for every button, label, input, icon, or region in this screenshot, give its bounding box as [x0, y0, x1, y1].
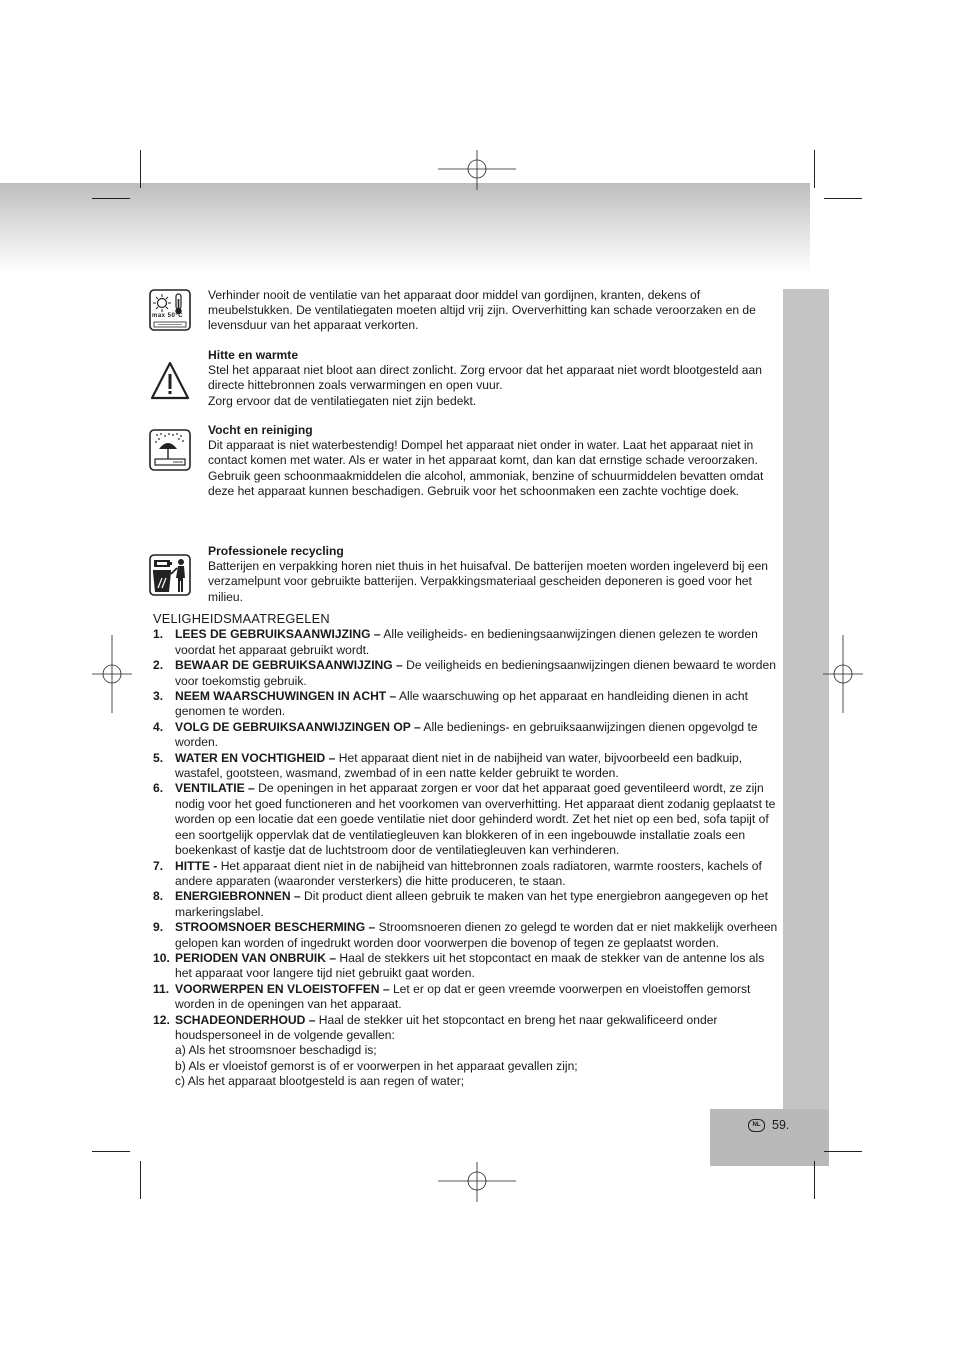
item-keyword: BEWAAR DE GEBRUIKSAANWIJZING – [175, 658, 403, 673]
item-text: Stroomsnoeren dienen zo gelegd te worden dat er niet makkelijk overheen gelopen kan worden of ingedrukt worden door voorwerpen die bovenop of tegen ze geplaatst worden. [175, 920, 778, 950]
safety-title: VELIGHEIDSMAATREGELEN [153, 611, 330, 626]
item-number: 5. [153, 750, 164, 765]
registration-mark-icon [823, 635, 863, 713]
item-text: Dit product dient alleen gebruik te maken van het type energiebron aangegeven op het markeringslabel. [175, 889, 768, 919]
ventilation-text: Verhinder nooit de ventilatie van het apparaat door middel van gordijnen, kranten, dekens of meubelstukken. De ventilatiegaten moeten altijd vrij zijn. Oververhitting kan schade veroorzaken en de levensduur van het apparaat verkorten. [208, 288, 756, 333]
crop-mark [814, 1161, 815, 1199]
item-number: 11. [153, 981, 170, 996]
item-number: 6. [153, 781, 164, 796]
list-item [153, 689, 783, 720]
item-number: 2. [153, 658, 164, 673]
item-keyword: VOLG DE GEBRUIKSAANWIJZINGEN OP – [175, 719, 421, 734]
item-number: 8. [153, 889, 164, 904]
item-keyword: STROOMSNOER BESCHERMING – [175, 920, 376, 935]
item-text: Let er op dat er geen vreemde voorwerpen en vloeistoffen gemorst worden in de openingen van het apparaat. [175, 981, 751, 1012]
item-keyword: LEES DE GEBRUIKSAANWIJZING – [175, 627, 381, 642]
item-text: Alle veiligheids- en bedieningsaanwijzingen dienen gelezen te worden voordat het apparaat gebruikt wordt. [175, 627, 758, 657]
item-keyword: VENTILATIE – [175, 781, 255, 796]
list-item [153, 859, 783, 890]
warning-icon [149, 360, 191, 402]
list-item [153, 658, 783, 689]
ventilation-paragraph [208, 288, 780, 334]
heat-text-2: Zorg ervoor dat de ventilatiegaten niet zijn bedekt. [208, 393, 477, 408]
list-item [153, 781, 783, 858]
item-keyword: ENERGIEBRONNEN – [175, 889, 301, 904]
moisture-text-2: Gebruik geen schoonmaakmiddelen die alcohol, ammoniak, benzine of schuurmiddelen bevatten omdat deze het apparaat kunnen beschadigen. Gebruik voor het schoonmaken een zachte vochtige doek. [208, 468, 764, 498]
item-number: 1. [153, 627, 164, 642]
item-number: 9. [153, 920, 164, 935]
item-number: 3. [153, 689, 164, 704]
crop-mark [92, 1151, 130, 1152]
crop-mark [814, 150, 815, 188]
heat-heading: Hitte en warmte [208, 348, 299, 362]
temperature-icon [149, 289, 191, 331]
item-keyword: SCHADEONDERHOUD – [175, 1012, 316, 1027]
item-keyword: NEEM WAARSCHUWINGEN IN ACHT – [175, 689, 397, 704]
sub-item: b) Als er vloeistof gemorst is of er voorwerpen in het apparaat gevallen zijn; [175, 1058, 578, 1073]
moisture-icon [149, 429, 191, 471]
item-keyword: PERIODEN VAN ONBRUIK – [175, 950, 337, 965]
list-item [153, 889, 783, 920]
item-text: De openingen in het apparaat zorgen er voor dat het apparaat goed geventileerd wordt, ze zijn nodig voor het goed functioneren and het voorkomen van oververhitting. Het apparaat dient zodanig geplaatst te worden op een locatie dat een goede ventilatie niet door gehinderd wordt. Zet het niet op een bed, sofa tapijt of een soortgelijk oppervlak dat de ventilatiegleuven kan blokkeren of in een ingebouwde installatie zoals een boekenkast of kastje dat de luchtstroom door de ventilatiegleuven kan verhinderen. [175, 781, 776, 858]
item-text: Alle bedienings- en gebruiksaanwijzingen dienen opgevolgd te worden. [175, 719, 758, 750]
item-number: 4. [153, 719, 164, 734]
language-badge: NL [748, 1119, 765, 1132]
list-item [153, 751, 783, 782]
safety-section [153, 611, 783, 1090]
item-number: 7. [153, 858, 164, 873]
item-keyword: HITTE - [175, 858, 218, 873]
item-text: Alle waarschuwing op het apparaat en handleiding dienen in acht genomen te worden. [175, 689, 748, 719]
recycling-text: Batterijen en verpakking horen niet thuis in het huisafval. De batterijen moeten worden ingeleverd bij een verzamelpunt voor gebruikte batterijen. Verpakkingsmateriaal gescheiden deponeren is goed voor het milieu. [208, 559, 769, 604]
list-item [153, 720, 783, 751]
safety-list [153, 627, 783, 1089]
item-keyword: VOORWERPEN EN VLOEISTOFFEN – [175, 981, 390, 996]
list-item [153, 951, 783, 982]
page-number: 59. [772, 1118, 790, 1132]
page-footer [748, 1118, 789, 1132]
item-text: De veiligheids en bedieningsaanwijzingen dienen bewaard te worden voor toekomstig gebruik. [175, 658, 776, 688]
registration-mark-icon [438, 1162, 516, 1202]
recycling-section [208, 544, 780, 605]
temperature-icon-label: max 50°C [152, 313, 184, 319]
list-item [153, 982, 783, 1013]
crop-mark [92, 198, 130, 199]
heat-section [208, 348, 780, 409]
item-keyword: WATER EN VOCHTIGHEID – [175, 750, 336, 765]
item-number: 10. [153, 950, 170, 965]
sub-item: c) Als het apparaat blootgesteld is aan regen of water; [175, 1074, 465, 1089]
registration-mark-icon [438, 150, 516, 190]
crop-mark [140, 1161, 141, 1199]
header-gradient-band [0, 183, 810, 273]
crop-mark [140, 150, 141, 188]
item-text: Haal de stekkers uit het stopcontact en maak de stekker van de antenne los als het apparaat voor langere tijd niet gebruikt gaat worden. [175, 950, 765, 981]
moisture-heading: Vocht en reiniging [208, 423, 313, 437]
sub-item: a) Als het stroomsnoer beschadigd is; [175, 1043, 377, 1058]
item-text: Haal de stekker uit het stopcontact en breng het naar gekwalificeerd onder houdspersoneel in de volgende gevallen: [175, 1012, 718, 1042]
recycling-icon [149, 554, 191, 596]
crop-mark [824, 1151, 862, 1152]
item-number: 12. [153, 1012, 170, 1027]
list-item [153, 1013, 783, 1090]
moisture-text-1: Dit apparaat is niet waterbestendig! Dompel het apparaat niet onder in water. Laat het apparaat niet in contact komen met water. Als er water in het apparaat komt, dan kan dat ernstige schade veroorzaken. [208, 438, 758, 468]
moisture-section [208, 423, 780, 499]
registration-mark-icon [92, 635, 132, 713]
item-text: Het apparaat dient niet in de nabijheid van hittebronnen zoals radiatoren, warmte roosters, kachels of andere apparaten (waaronder versterkers) die hitte produceren, te staan. [175, 858, 762, 888]
crop-mark [824, 198, 862, 199]
recycling-heading: Professionele recycling [208, 544, 344, 558]
item-text: Het apparaat dient niet in de nabijheid van water, bijvoorbeeld een badkuip, wastafel, gootsteen, wasmand, zwembad of in een natte kelder gebruikt te worden. [175, 750, 743, 781]
heat-text-1: Stel het apparaat niet bloot aan direct zonlicht. Zorg ervoor dat het apparaat niet wordt blootgesteld aan directe hittebronnen zoals verwarmingen en open vuur. [208, 363, 762, 393]
list-item [153, 627, 783, 658]
list-item [153, 920, 783, 951]
